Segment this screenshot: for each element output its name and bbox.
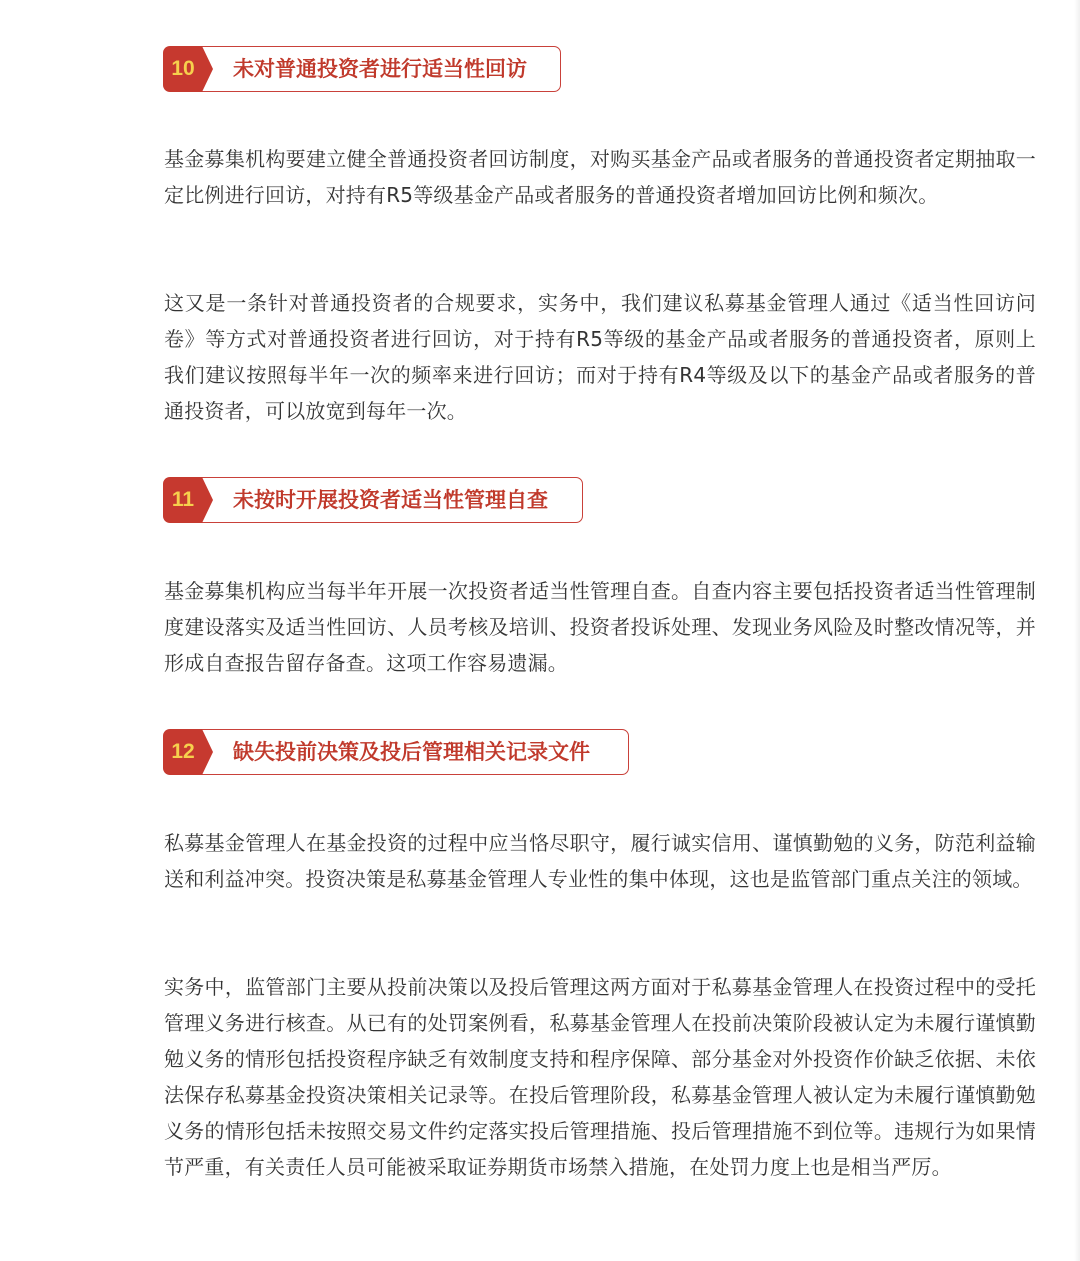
heading-title: 未按时开展投资者适当性管理自查 (233, 488, 548, 512)
paragraph: 私募基金管理人在基金投资的过程中应当恪尽职守，履行诚实信用、谨慎勤勉的义务，防范利益输送和利益冲突。投资决策是私募基金管理人专业性的集中体现，这也是监管部门重点关注的领域。 (164, 831, 1036, 891)
heading-title: 缺失投前决策及投后管理相关记录文件 (233, 740, 590, 764)
section-heading-10 (163, 46, 561, 92)
section-heading-11 (163, 477, 583, 523)
page-edge-shadow (1074, 0, 1080, 1261)
section-heading-12 (163, 729, 629, 775)
heading-number: 11 (171, 488, 195, 511)
heading-number: 12 (171, 740, 195, 763)
heading-title: 未对普通投资者进行适当性回访 (233, 57, 527, 81)
paragraph: 基金募集机构应当每半年开展一次投资者适当性管理自查。自查内容主要包括投资者适当性管理制度建设落实及适当性回访、人员考核及培训、投资者投诉处理、发现业务风险及时整改情况等，并形成自查报告留存备查。这项工作容易遗漏。 (164, 579, 1036, 675)
paragraph: 基金募集机构要建立健全普通投资者回访制度，对购买基金产品或者服务的普通投资者定期抽取一定比例进行回访，对持有R5等级基金产品或者服务的普通投资者增加回访比例和频次。 (164, 147, 1036, 207)
paragraph: 这又是一条针对普通投资者的合规要求，实务中，我们建议私募基金管理人通过《适当性回访问卷》等方式对普通投资者进行回访，对于持有R5等级的基金产品或者服务的普通投资者，原则上我们建议按照每半年一次的频率来进行回访；而对于持有R4等级及以下的基金产品或者服务的普通投资者，可以放宽到每年一次。 (164, 291, 1036, 423)
heading-number: 10 (171, 57, 195, 80)
paragraph: 实务中，监管部门主要从投前决策以及投后管理这两方面对于私募基金管理人在投资过程中的受托管理义务进行核查。从已有的处罚案例看，私募基金管理人在投前决策阶段被认定为未履行谨慎勤勉义务的情形包括投资程序缺乏有效制度支持和程序保障、部分基金对外投资作价缺乏依据、未依法保存私募基金投资决策相关记录等。在投后管理阶段，私募基金管理人被认定为未履行谨慎勤勉义务的情形包括未按照交易文件约定落实投后管理措施、投后管理措施不到位等。违规行为如果情节严重，有关责任人员可能被采取证券期货市场禁入措施，在处罚力度上也是相当严厉。 (164, 975, 1036, 1179)
